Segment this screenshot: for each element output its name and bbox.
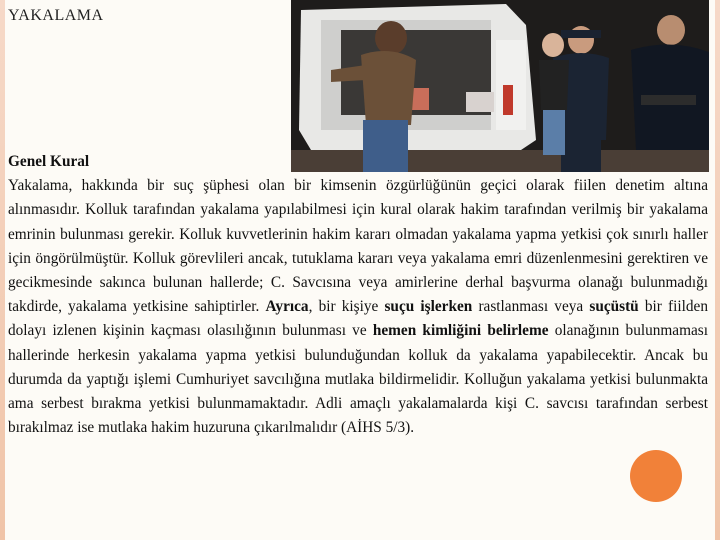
decorative-orange-circle — [630, 450, 682, 502]
arrest-photo-icon — [291, 0, 709, 172]
slide-title: YAKALAMA — [8, 7, 104, 24]
text-run-1: Yakalama, hakkında bir suç şüphesi olan bir kimsenin özgürlüğünün geçici olarak fiilen denetim altına alınmasıdır. Kolluk tarafından yakalama yapılabilmesi için kural olarak hakim tarafından verilmiş bir yakalama emrinin bulunması gerekir. Kolluk kuvvetlerinin hakim kararı olmadan yakalama yapma yetkisi çok sınırlı haller için öngörülmüştür. Kolluk görevlileri ancak, tutuklama kararı veya yakalama emri düzenlenmesini gerektiren ve gecikmesinde sakınca bulunan hallerde; C. Savcısına veya amirlerine derhal başvurma olanağı bulunmadığı takdirde, yakalama yetkisine sahiptirler. — [8, 177, 708, 316]
right-border-strip — [715, 0, 720, 540]
text-run-2: , bir kişiye — [308, 298, 385, 316]
bold-hemen-kimligini: hemen kimliğini belirleme — [372, 322, 549, 340]
bold-ayrica: Ayrıca — [265, 298, 309, 316]
bold-sucustu: suçüstü — [589, 298, 639, 316]
section-heading: Genel Kural — [8, 153, 90, 170]
left-border-strip — [0, 0, 5, 540]
text-run-4: bir fiilden dolayı izlenen kişinin kaçması olasılığının bulunması ve — [8, 298, 708, 340]
body-text — [8, 150, 708, 440]
text-run-3: rastlanması veya — [472, 298, 590, 316]
text-run-5: olanağının bulunmaması hallerinde herkesin yakalama yapma yetkisi bulunduğundan kolluk da yakalama yapabilecektir. Ancak bu durumda da yaptığı işlemi Cumhuriyet savcılığına mutlaka bildirmelidir. Kolluğun yakalama yetkisi bulunmakta ama serbest bırakma yetkisi bulunmamaktadır. Adli amaçlı yakalamalarda kişi C. savcısı tarafından serbest bırakılmaz ise mutlaka hakim huzuruna çıkarılmalıdır (AİHS 5/3). — [8, 322, 708, 437]
bold-sucu-islerken: suçu işlerken — [384, 298, 473, 316]
arrest-photo — [291, 0, 709, 172]
